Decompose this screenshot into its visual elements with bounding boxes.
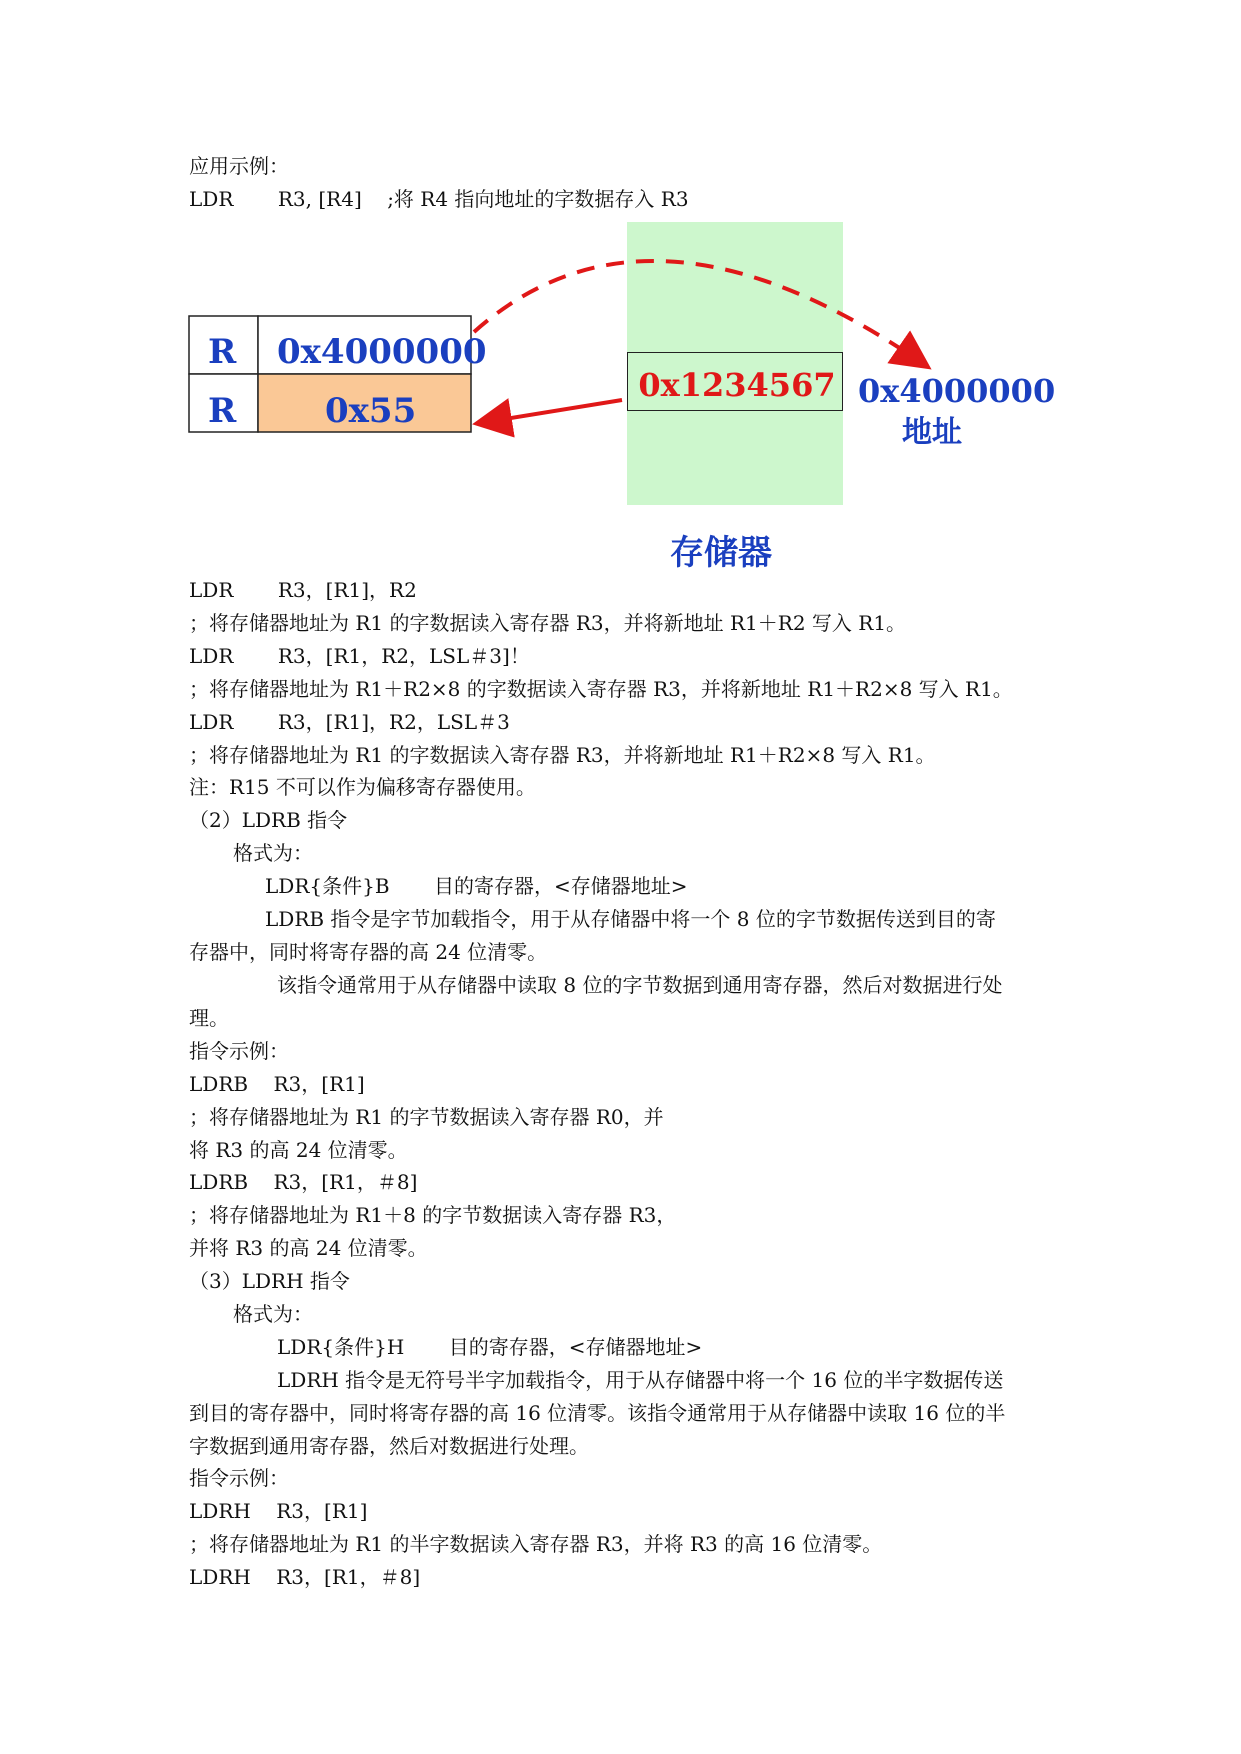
text-line: LDRH 指令是无符号半字加载指令，用于从存储器中将一个 16 位的半字数据传送 bbox=[277, 1368, 1004, 1392]
memory-value: 0x1234567 bbox=[638, 366, 836, 404]
section-heading: （2）LDRB 指令 bbox=[189, 808, 348, 832]
address-value: 0x4000000 bbox=[858, 372, 1056, 410]
text-line: 存器中，同时将寄存器的高 24 位清零。 bbox=[189, 940, 548, 964]
text-line: 格式为： bbox=[233, 1302, 313, 1326]
text-line: ；将存储器地址为 R1＋R2×8 的字数据读入寄存器 R3，并将新地址 R1＋R2×8 写入 R1。 bbox=[189, 677, 1013, 701]
text-line: 并将 R3 的高 24 位清零。 bbox=[189, 1236, 428, 1260]
text-line: LDRH R3，[R1] bbox=[189, 1499, 368, 1523]
text-line: 字数据到通用寄存器，然后对数据进行处理。 bbox=[189, 1434, 589, 1458]
text-line: LDR R3，[R1]，R2 bbox=[189, 578, 417, 602]
text-line: LDR R3，[R1]，R2，LSL＃3 bbox=[189, 710, 510, 734]
text-line: 指令示例： bbox=[189, 1039, 289, 1063]
text-line: 理。 bbox=[189, 1006, 229, 1030]
register-row-2-value: 0x55 bbox=[325, 391, 417, 431]
text-line: LDRH R3，[R1，＃8] bbox=[189, 1565, 421, 1589]
text-line: 该指令通常用于从存储器中读取 8 位的字节数据到通用寄存器，然后对数据进行处 bbox=[277, 973, 1003, 997]
text-line: 将 R3 的高 24 位清零。 bbox=[189, 1138, 408, 1162]
text-line: ；将存储器地址为 R1 的字数据读入寄存器 R3，并将新地址 R1＋R2×8 写入 R1。 bbox=[189, 743, 936, 767]
text-line: 格式为： bbox=[233, 841, 313, 865]
address-label: 地址 bbox=[902, 415, 962, 450]
text-line: 注：R15 不可以作为偏移寄存器使用。 bbox=[189, 775, 536, 799]
text-line: ；将存储器地址为 R1 的半字数据读入寄存器 R3，并将 R3 的高 16 位清零。 bbox=[189, 1532, 883, 1556]
text-line: 指令示例： bbox=[189, 1466, 289, 1490]
text-line: ；将存储器地址为 R1 的字节数据读入寄存器 R0，并 bbox=[189, 1105, 664, 1129]
register-row-1-value: 0x4000000 bbox=[277, 332, 487, 372]
intro-example: LDR R3, [R4] ;将 R4 指向地址的字数据存入 R3 bbox=[189, 187, 689, 211]
text-line: LDR{条件}B 目的寄存器，<存储器地址> bbox=[265, 874, 688, 898]
text-line: ；将存储器地址为 R1 的字数据读入寄存器 R3，并将新地址 R1＋R2 写入 R1。 bbox=[189, 611, 907, 635]
register-row-1-name: R bbox=[208, 332, 237, 372]
memory-label: 存储器 bbox=[670, 533, 772, 573]
text-line: LDRB R3，[R1，＃8] bbox=[189, 1170, 418, 1194]
text-line: 到目的寄存器中，同时将寄存器的高 16 位清零。该指令通常用于从存储器中读取 16 位的半 bbox=[189, 1401, 1006, 1425]
text-line: LDR{条件}H 目的寄存器，<存储器地址> bbox=[277, 1335, 703, 1359]
text-line: LDRB 指令是字节加载指令，用于从存储器中将一个 8 位的字节数据传送到目的寄 bbox=[265, 907, 996, 931]
ldr-diagram bbox=[0, 0, 1241, 600]
dashed-address-arrow bbox=[474, 261, 925, 365]
data-load-arrow bbox=[480, 400, 622, 423]
text-line: LDR R3，[R1，R2，LSL＃3]！ bbox=[189, 644, 530, 668]
text-line: LDRB R3，[R1] bbox=[189, 1072, 365, 1096]
section-heading: （3）LDRH 指令 bbox=[189, 1269, 350, 1293]
intro-heading: 应用示例： bbox=[189, 154, 289, 178]
register-row-2-name: R bbox=[208, 391, 237, 431]
text-line: ；将存储器地址为 R1＋8 的字节数据读入寄存器 R3， bbox=[189, 1203, 677, 1227]
